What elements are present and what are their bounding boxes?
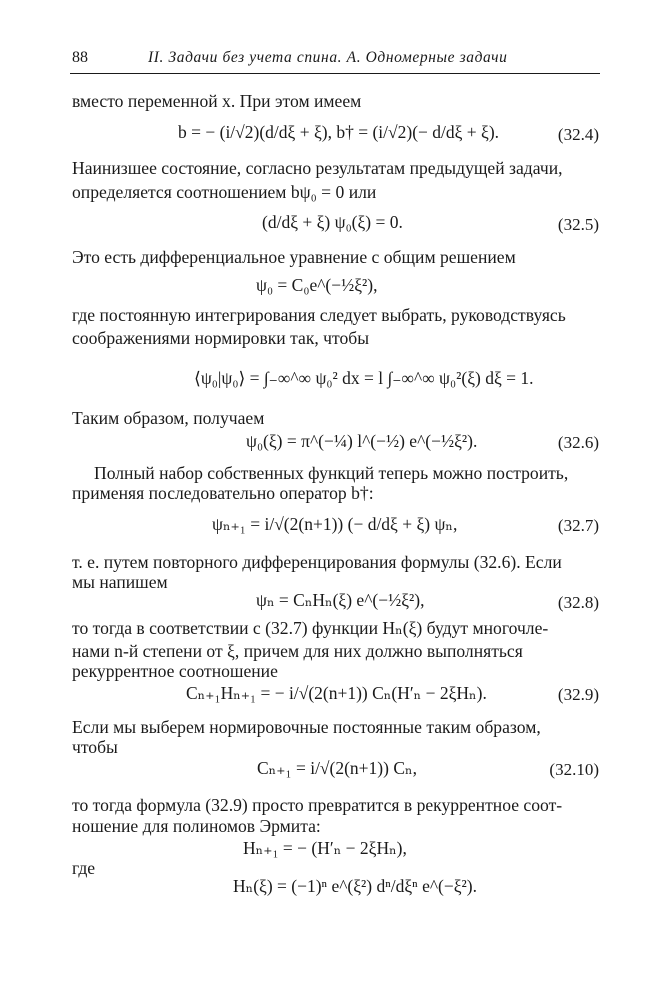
- equation-rodrigues: Hₙ(ξ) = (−1)ⁿ e^(ξ²) dⁿ/dξⁿ e^(−ξ²).: [233, 876, 477, 896]
- text-line-18: ношение для полиномов Эрмита:: [72, 816, 321, 836]
- equation-32-6: ψ₀(ξ) = π^(−¼) l^(−½) e^(−½ξ²).: [246, 431, 478, 451]
- text-line-7: Таким образом, получаем: [72, 408, 265, 428]
- text-line-1: вместо переменной x. При этом имеем: [72, 91, 362, 111]
- equation-number-32-8: (32.8): [557, 593, 599, 612]
- text-line-5: где постоянную интегрирования следует выбрать, руководствуясь: [72, 305, 566, 325]
- text-line-15: Если мы выберем нормировочные постоянные таким образом,: [72, 717, 541, 737]
- equation-32-5: (d/dξ + ξ) ψ₀(ξ) = 0.: [262, 212, 403, 232]
- equation-32-8: ψₙ = CₙHₙ(ξ) e^(−½ξ²),: [256, 590, 425, 610]
- equation-number-32-5: (32.5): [557, 215, 599, 234]
- equation-32-7: ψₙ₊₁ = i/√(2(n+1)) (− d/dξ + ξ) ψₙ,: [212, 514, 458, 534]
- equation-general-solution: ψ₀ = C₀e^(−½ξ²),: [256, 275, 378, 295]
- equation-number-32-10: (32.10): [549, 760, 599, 779]
- text-line-10: т. е. путем повторного дифференцирования формулы (32.6). Если: [72, 552, 562, 572]
- text-line-2: Наинизшее состояние, согласно результатам предыдущей задачи,: [72, 158, 563, 178]
- text-line-16: чтобы: [72, 737, 118, 757]
- text-line-9: применяя последовательно оператор b†:: [72, 483, 374, 503]
- text-line-6: соображениями нормировки так, чтобы: [72, 328, 370, 348]
- running-title: II. Задачи без учета спина. А. Одномерные задачи: [148, 49, 508, 66]
- text-line-3: определяется соотношением bψ₀ = 0 или: [72, 182, 377, 202]
- equation-number-32-9: (32.9): [557, 685, 599, 704]
- text-line-11: мы напишем: [72, 572, 168, 592]
- equation-32-10: Cₙ₊₁ = i/√(2(n+1)) Cₙ,: [257, 758, 417, 778]
- text-line-13: нами n-й степени от ξ, причем для них должно выполняться: [72, 641, 523, 661]
- text-line-8: Полный набор собственных функций теперь можно построить,: [94, 463, 569, 483]
- text-line-14: рекуррентное соотношение: [72, 661, 278, 681]
- text-line-12: то тогда в соответствии с (32.7) функции Hₙ(ξ) будут многочле-: [72, 618, 549, 638]
- equation-number-32-4: (32.4): [557, 125, 599, 144]
- text-line-17: то тогда формула (32.9) просто превратится в рекуррентное соот-: [72, 795, 563, 815]
- equation-32-4: b = − (i/√2)(d/dξ + ξ), b† = (i/√2)(− d/dξ + ξ).: [178, 122, 500, 142]
- page-number: 88: [72, 49, 88, 66]
- header-rule: [70, 73, 600, 74]
- equation-hermite-recurrence: Hₙ₊₁ = − (H′ₙ − 2ξHₙ),: [243, 838, 407, 858]
- text-line-19: где: [72, 858, 96, 878]
- equation-32-9: Cₙ₊₁Hₙ₊₁ = − i/√(2(n+1)) Cₙ(H′ₙ − 2ξHₙ).: [186, 683, 487, 703]
- equation-number-32-6: (32.6): [557, 433, 599, 452]
- equation-normalization: ⟨ψ₀|ψ₀⟩ = ∫₋∞^∞ ψ₀² dx = l ∫₋∞^∞ ψ₀²(ξ) dξ = 1.: [194, 368, 534, 388]
- equation-number-32-7: (32.7): [557, 516, 599, 535]
- text-line-4: Это есть дифференциальное уравнение с общим решением: [72, 247, 516, 267]
